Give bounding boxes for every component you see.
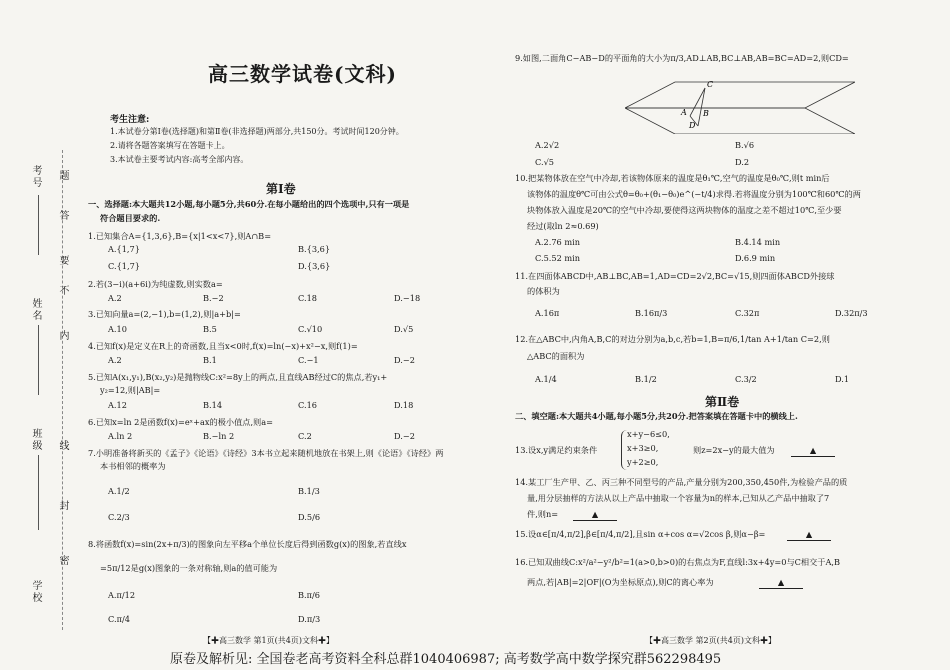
watermark-banner: 原卷及解析见: 全国卷老高考资料全科总群1040406987; 高考数学高中数学探究群562298495	[170, 652, 722, 667]
option: A.16π	[535, 308, 560, 318]
option: A.1/4	[535, 374, 557, 384]
question-6: 6.已知x=ln 2是函数f(x)=eˣ+ax的极小值点,则a=	[88, 417, 273, 427]
seal-char: 不	[57, 285, 68, 297]
page-1-footer: 【✚高三数学 第1页(共4页)文科✚】	[203, 636, 334, 645]
option: B.1/3	[298, 486, 320, 496]
name-line	[38, 325, 39, 395]
option: C.{1,7}	[108, 261, 141, 271]
question-7: 7.小明准备将新买的《孟子》《论语》《诗经》3本书立起来随机地放在书架上,则《论语》《诗经》两	[88, 448, 444, 458]
question-13: 13.设x,y满足约束条件	[515, 445, 598, 455]
constraint: x+y−6≤0,	[627, 429, 670, 439]
option: C.√5	[535, 157, 555, 167]
page-title: 高三数学试卷(文科)	[208, 62, 397, 86]
seal-char: 线	[57, 440, 68, 452]
option: D.π/3	[298, 614, 321, 624]
question-12: 12.在△ABC中,内角A,B,C的对边分别为a,b,c,若b=1,B=π/6,1/tan A+1/tan C=2,则	[515, 334, 830, 344]
seal-char: 要	[57, 255, 68, 267]
option: B.√6	[735, 140, 755, 150]
question-16: 16.已知双曲线C:x²/a²−y²/b²=1(a>0,b>0)的右焦点为F,直线l:3x+4y=0与C相交于A,B	[515, 557, 841, 567]
question-8: 8.将函数f(x)=sin(2x+π/3)的图象向左平移a个单位长度后得到函数g(x)的图象,若直线x	[88, 539, 407, 549]
option: B.16π/3	[635, 308, 668, 318]
option: B.{3,6}	[298, 244, 331, 254]
option: B.−2	[203, 293, 224, 303]
seal-char: 答	[57, 210, 68, 222]
option: C.−1	[298, 355, 319, 365]
option: D.6.9 min	[735, 253, 776, 263]
question-8-cont: =5π/12是g(x)图象的一条对称轴,则a的值可能为	[100, 563, 278, 573]
option: A.12	[108, 400, 127, 410]
binding-strip	[0, 0, 80, 650]
question-12-cont: △ABC的面积为	[527, 351, 585, 361]
option: B.5	[203, 324, 217, 334]
diagram-label: A	[681, 108, 687, 117]
option: D.2	[735, 157, 750, 167]
option: C.π/4	[108, 614, 130, 624]
notice-line: 1.本试卷分第Ⅰ卷(选择题)和第Ⅱ卷(非选择题)两部分,共150分。考试时间120分钟。	[110, 127, 404, 136]
option: D.18	[394, 400, 414, 410]
option: A.2	[108, 293, 122, 303]
question-10-cont: 该物体的温度θ℃可由公式θ=θ₀+(θ₁−θ₀)e^(−t/4)求得.若将温度分别为100℃和60℃的两	[527, 189, 861, 199]
part2-instruction: 二、填空题:本大题共4小题,每小题5分,共20分.把答案填在答题卡中的横线上.	[515, 411, 798, 421]
question-15: 15.设α∈[π/4,π/2],β∈[π/4,π/2],且sin α+cos α=√2cos β,则α−β=	[515, 529, 766, 539]
option: C.16	[298, 400, 317, 410]
question-10-cont: 块物体放入温度是20℃的空气中冷却,要使得这两块物体的温度之差不超过10℃,至少要	[527, 205, 842, 215]
option: D.√5	[394, 324, 414, 334]
seal-char: 密	[57, 555, 68, 567]
option: A.10	[108, 324, 127, 334]
option: C.18	[298, 293, 317, 303]
question-14: 14.某工厂生产甲、乙、丙三种不同型号的产品,产量分别为200,350,450件,为检验产品的质	[515, 477, 848, 487]
option: C.5.52 min	[535, 253, 581, 263]
option: B.4.14 min	[735, 237, 781, 247]
option: A.2√2	[535, 140, 560, 150]
question-10-cont: 经过(取ln 2≈0.69)	[527, 221, 599, 231]
notice-line: 2.请将各题答案填写在答题卡上。	[110, 141, 230, 150]
binding-label-class: 班级	[30, 428, 41, 452]
option: D.1	[835, 374, 850, 384]
option: C.2/3	[108, 512, 130, 522]
question-9: 9.如图,二面角C−AB−D的平面角的大小为π/3,AD⊥AB,BC⊥AB,AB=BC=AD=2,则CD=	[515, 53, 849, 63]
seal-char: 内	[57, 330, 68, 342]
option: C.√10	[298, 324, 323, 334]
option: A.ln 2	[108, 431, 133, 441]
option: B.π/6	[298, 590, 320, 600]
notice-heading: 考生注意:	[110, 115, 150, 125]
question-5-cont: y₂=12,则|AB|=	[100, 385, 161, 395]
binding-label-school: 学校	[30, 580, 41, 604]
binding-label-exam-no: 考号	[30, 165, 41, 189]
question-7-cont: 本书相邻的概率为	[100, 461, 166, 471]
question-13-tail: 则z=2x−y的最大值为	[693, 445, 775, 455]
diagram-label: C	[707, 80, 714, 89]
question-16-cont: 两点,若|AB|=2|OF|(O为坐标原点),则C的离心率为	[527, 577, 714, 587]
question-11: 11.在四面体ABCD中,AB⊥BC,AB=1,AD=CD=2√2,BC=√15,则四面体ABCD外接球	[515, 271, 835, 281]
part1-instruction-cont: 符合题目要求的.	[100, 213, 161, 223]
option: A.2.76 min	[535, 237, 581, 247]
page-2-footer: 【✚高三数学 第2页(共4页)文科✚】	[645, 636, 776, 645]
option: C.32π	[735, 308, 760, 318]
option: A.π/12	[108, 590, 136, 600]
option: D.−2	[394, 355, 415, 365]
class-line	[38, 455, 39, 530]
diagram-label: B	[703, 109, 709, 118]
question-3: 3.已知向量a=(2,−1),b=(1,2),则|a+b|=	[88, 309, 241, 319]
question-14-cont: 件,则n=	[527, 509, 559, 519]
option: C.2	[298, 431, 312, 441]
option: B.1/2	[635, 374, 657, 384]
question-1: 1.已知集合A={1,3,6},B={x|1<x<7},则A∩B=	[88, 231, 272, 241]
diagram-label: D	[689, 121, 696, 130]
question-14-cont: 量,用分层抽样的方法从以上产品中抽取一个容量为n的样本,已知从乙产品中抽取了7	[527, 493, 830, 503]
option: D.{3,6}	[298, 261, 331, 271]
question-10: 10.把某物体放在空气中冷却,若该物体原来的温度是θ₁℃,空气的温度是θ₀℃,则t min后	[515, 173, 830, 183]
answer-blank: ▲	[759, 576, 803, 589]
option: B.14	[203, 400, 223, 410]
question-4: 4.已知f(x)是定义在R上的奇函数,且当x<0时,f(x)=ln(−x)+x²−x,则f(1)=	[88, 341, 358, 351]
option: D.32π/3	[835, 308, 868, 318]
constraint: y+2≥0,	[627, 457, 659, 467]
part1-title: 第Ⅰ卷	[266, 182, 296, 196]
option: D.−18	[394, 293, 421, 303]
seal-char: 题	[57, 170, 68, 182]
notice-line: 3.本试卷主要考试内容:高考全部内容。	[110, 155, 249, 164]
option: D.−2	[394, 431, 415, 441]
option: A.2	[108, 355, 122, 365]
binding-label-name: 姓名	[30, 298, 41, 322]
question-2: 2.若(3−i)(a+6i)为纯虚数,则实数a=	[88, 279, 223, 289]
answer-blank: ▲	[787, 528, 831, 541]
question-5: 5.已知A(x₁,y₁),B(x₂,y₂)是抛物线C:x²=8y上的两点,且直线AB经过C的焦点,若y₁+	[88, 372, 388, 382]
answer-blank: ▲	[573, 508, 617, 521]
dihedral-angle-diagram	[625, 74, 855, 134]
option: A.1/2	[108, 486, 130, 496]
constraint: x+3≥0,	[627, 443, 659, 453]
part2-title: 第Ⅱ卷	[705, 395, 740, 409]
option: A.{1,7}	[108, 244, 140, 254]
option: B.−ln 2	[203, 431, 235, 441]
seal-char: 封	[57, 500, 68, 512]
option: B.1	[203, 355, 217, 365]
option: C.3/2	[735, 374, 757, 384]
part1-instruction: 一、选择题:本大题共12小题,每小题5分,共60分.在每小题给出的四个选项中,只有一项是	[88, 199, 410, 209]
exam-no-line	[38, 195, 39, 255]
option: D.5/6	[298, 512, 321, 522]
answer-blank: ▲	[791, 444, 835, 457]
question-11-cont: 的体积为	[527, 286, 560, 296]
